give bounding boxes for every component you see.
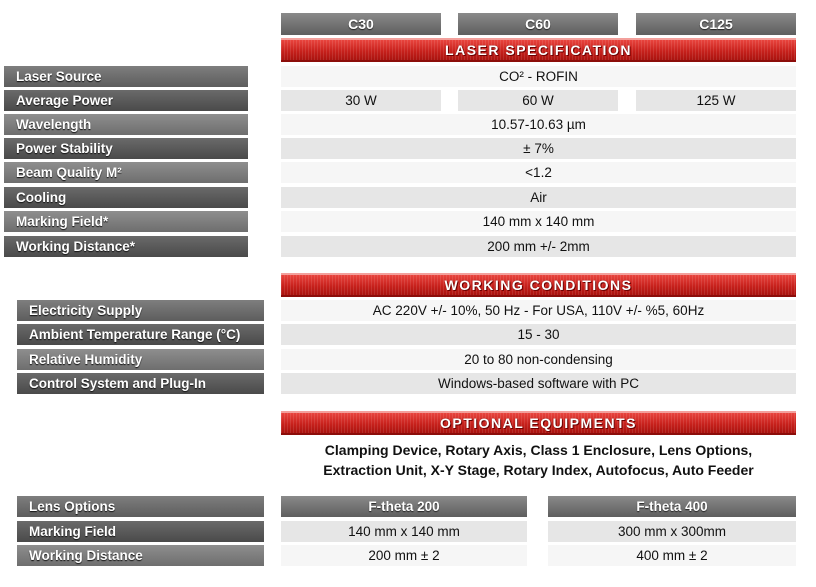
row-label-electricity-supply: Electricity Supply [17, 300, 264, 321]
row-value-power-c60: 60 W [458, 90, 618, 111]
model-header-c60 [458, 13, 618, 35]
row-value-lens-marking-field-400: 300 mm x 300mm [548, 521, 796, 542]
row-value-control-system: Windows-based software with PC [281, 373, 796, 394]
row-label-marking-field: Marking Field* [4, 211, 248, 232]
row-label-ambient-temperature: Ambient Temperature Range (°C) [17, 324, 264, 345]
model-header-c125 [636, 13, 796, 35]
laser-specification-banner [281, 38, 796, 62]
row-label-laser-source: Laser Source [4, 66, 248, 87]
row-label-power-stability: Power Stability [4, 138, 248, 159]
row-label-working-distance: Working Distance* [4, 236, 248, 257]
model-label: C30 [348, 16, 374, 32]
row-value-power-stability: ± 7% [281, 138, 796, 159]
row-label-cooling: Cooling [4, 187, 248, 208]
row-label-control-system: Control System and Plug-In [17, 373, 264, 394]
working-conditions-banner [281, 273, 796, 297]
row-value-lens-working-distance-200: 200 mm ± 2 [281, 545, 527, 566]
model-label: C60 [525, 16, 551, 32]
optional-equipments-line: Clamping Device, Rotary Axis, Class 1 Enclosure, Lens Options, [324, 442, 753, 458]
row-value-lens-marking-field-200: 140 mm x 140 mm [281, 521, 527, 542]
row-label-lens-options: Lens Options [17, 496, 264, 517]
row-value-cooling: Air [281, 187, 796, 208]
row-label-relative-humidity: Relative Humidity [17, 349, 264, 370]
row-value-marking-field: 140 mm x 140 mm [281, 211, 796, 232]
row-value-power-c30: 30 W [281, 90, 441, 111]
row-value-power-c125: 125 W [636, 90, 796, 111]
row-label-beam-quality: Beam Quality M² [4, 162, 248, 183]
row-value-beam-quality: <1.2 [281, 162, 796, 183]
row-value-laser-source: CO² - ROFIN [281, 66, 796, 87]
model-label: C125 [699, 16, 733, 32]
row-value-electricity-supply: AC 220V +/- 10%, 50 Hz - For USA, 110V +/- %5, 60Hz [281, 300, 796, 321]
section-title: OPTIONAL EQUIPMENTS [439, 415, 638, 431]
row-value-ambient-temperature: 15 - 30 [281, 324, 796, 345]
optional-equipments-line: Extraction Unit, X-Y Stage, Rotary Index, Autofocus, Auto Feeder [323, 462, 754, 478]
row-label-wavelength: Wavelength [4, 114, 248, 135]
row-label-lens-working-distance: Working Distance [17, 545, 264, 566]
row-value-lens-working-distance-400: 400 mm ± 2 [548, 545, 796, 566]
row-label-lens-marking-field: Marking Field [17, 521, 264, 542]
section-title: WORKING CONDITIONS [444, 277, 633, 293]
section-title: LASER SPECIFICATION [445, 42, 632, 58]
row-value-wavelength: 10.57-10.63 µm [281, 114, 796, 135]
lens-header-ftheta-200: F-theta 200 [281, 496, 527, 517]
lens-header-ftheta-400: F-theta 400 [548, 496, 796, 517]
row-value-relative-humidity: 20 to 80 non-condensing [281, 349, 796, 370]
optional-equipments-banner [281, 411, 796, 435]
row-value-working-distance: 200 mm +/- 2mm [281, 236, 796, 257]
optional-equipments-list [281, 440, 796, 480]
model-header-c30 [281, 13, 441, 35]
row-label-average-power: Average Power [4, 90, 248, 111]
